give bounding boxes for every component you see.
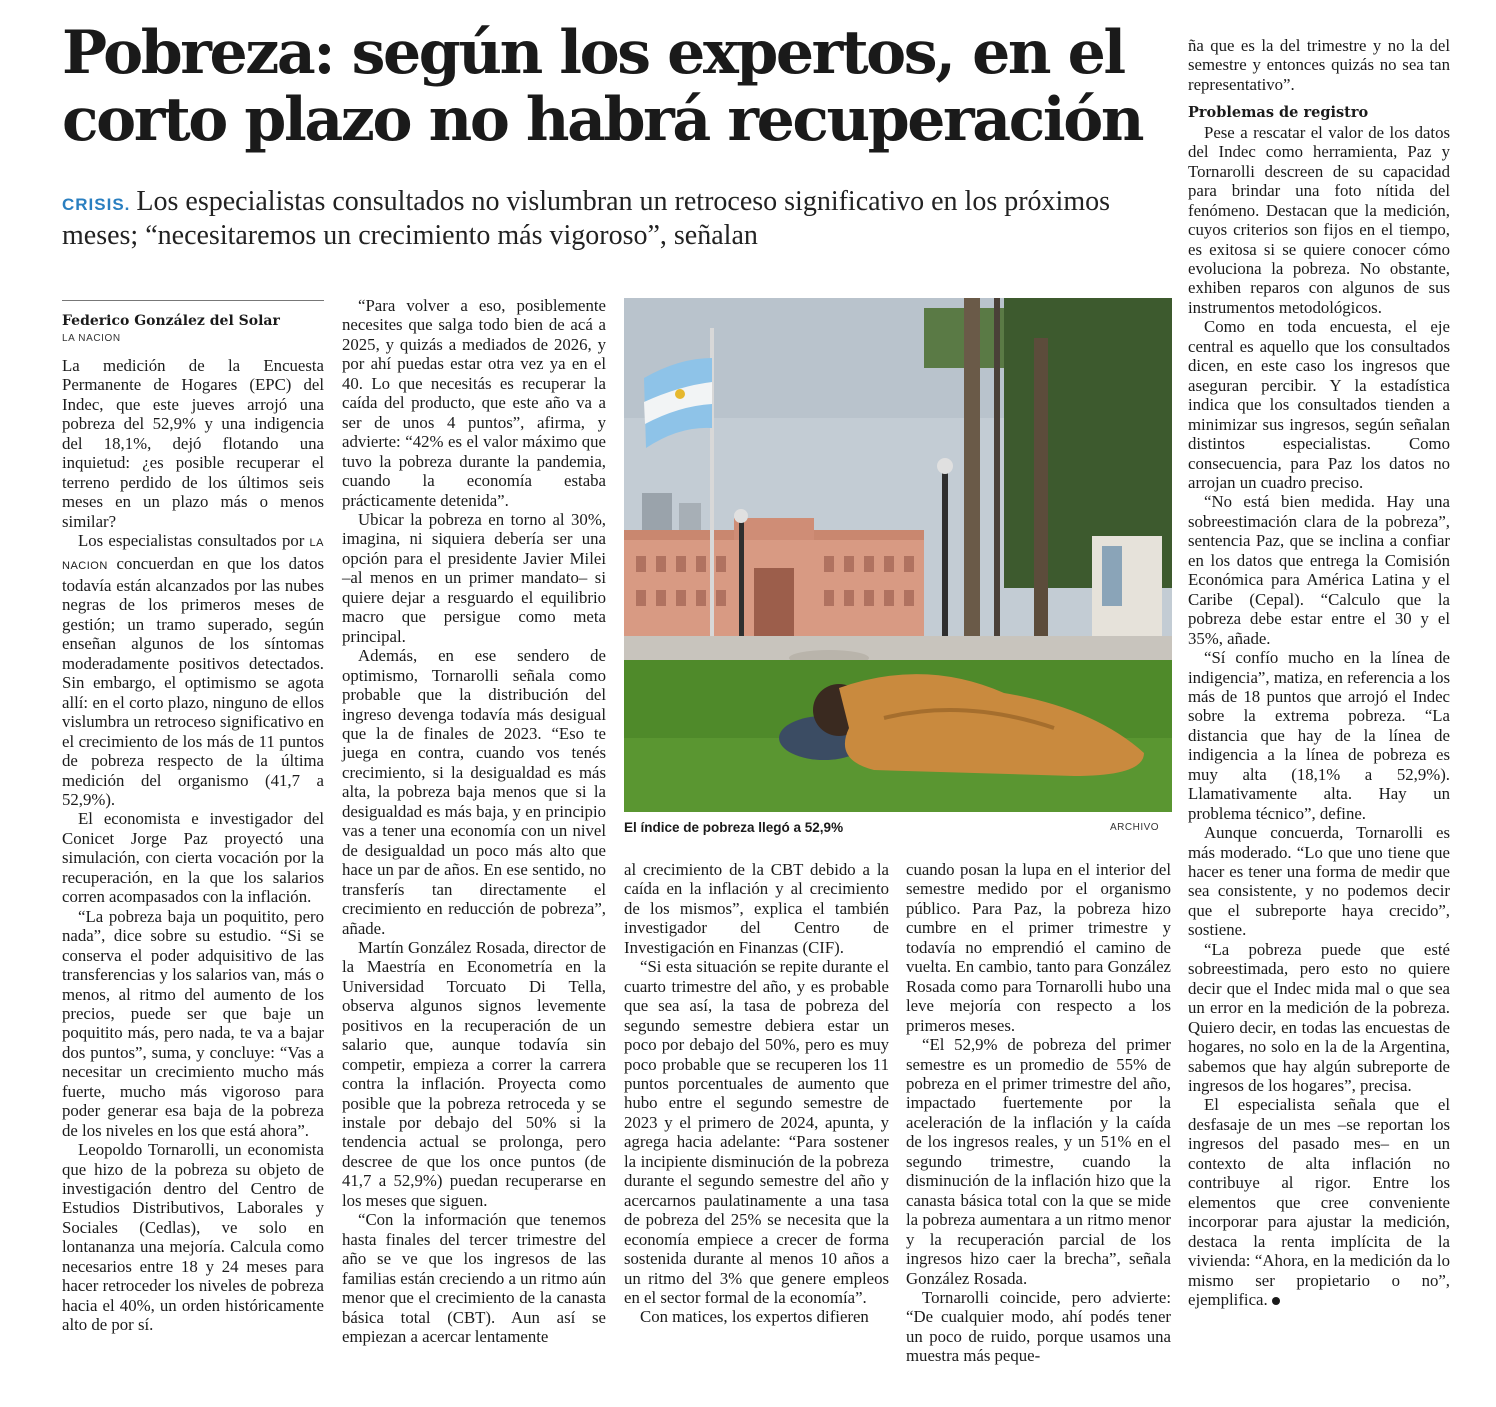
column-5 xyxy=(1188,36,1450,1309)
paragraph: “Con la información que tenemos hasta finales del tercer trimestre del año se ve que los ingresos de las familias están creciendo a un ritmo aún menor que el crecimiento de la canasta básica total (CBT). Aun así se empiezan a acercar lentamente xyxy=(342,1210,606,1347)
paragraph: ña que es la del trimestre y no la del semestre y entonces quizás no sea tan representativo”. xyxy=(1188,36,1450,94)
byline-author: Federico González del Solar xyxy=(62,313,280,329)
paragraph: Como en toda encuesta, el eje central es aquello que los consultados dicen, en este caso los ingresos que aseguran percibir. Y la estadística indica que los consultados tienden a minimizar sus ingresos, según señalan distintos especialistas. Como consecuencia, para Paz los datos no arrojan un cuadro preciso. xyxy=(1188,317,1450,492)
column-2 xyxy=(342,296,606,1346)
end-mark-icon xyxy=(1272,1297,1280,1305)
paragraph: al crecimiento de la CBT debido a la caída en la inflación y al crecimiento de los mismos”, explica el también investigador del Centro de Investigación en Finanzas (CIF). xyxy=(624,860,889,957)
paragraph xyxy=(1188,1095,1450,1309)
paragraph: Ubicar la pobreza en torno al 30%, imagina, ni siquiera debería ser una opción para el presidente Javier Milei –al menos en un primer mandato– si quiere dejar a resguardo el equilibrio macro que persigue como meta principal. xyxy=(342,509,606,646)
column-4 xyxy=(906,860,1171,1366)
paragraph: “El 52,9% de pobreza del primer semestre es un promedio de 55% de pobreza en el primer trimestre del año, impactado fuertemente por la aceleración de la inflación y la caída de los ingresos reales, y un 51% en el segundo trimestre, cuando la disminución de la inflación hizo que la canasta básica total con la que se mide la pobreza aumentara a un ritmo menor y la recuperación parcial de los ingresos hizo caer la brecha”, señala González Rosada. xyxy=(906,1035,1171,1288)
paragraph: “No está bien medida. Hay una sobreestimación clara de la pobreza”, sentencia Paz, que se inclina a confiar en los datos que entrega la Comisión Económica para América Latina y el Caribe (Cepal). “Calculo que la pobreza debe estar entre el 30 y el 35%, añade. xyxy=(1188,492,1450,648)
paragraph: La medición de la Encuesta Permanente de Hogares (EPC) del Indec, que este jueves arrojó una pobreza del 52,9% y una indigencia del 18,1%, dejó flotando una inquietud: ¿es posible recuperar el terreno perdido de los últimos seis meses en un plazo más o menos similar? xyxy=(62,356,324,531)
headline: Pobreza: según los expertos, en el corto plazo no habrá recuperación xyxy=(62,18,1143,155)
paragraph: Además, en ese sendero de optimismo, Tornarolli señala como probable que la distribución del ingreso devenga todavía más desigual que la de finales de 2023. “Eso te juega en contra, cuando vos tenés crecimiento, si la desigualdad es más alta, la pobreza baja menos que si la desigualdad es más baja, y en principio vas a tener una economía con un nivel de desigualdad un poco más alto que hace un par de años. En ese sentido, no transferís tan directamente el crecimiento en reducción de pobreza”, añade. xyxy=(342,646,606,938)
byline-outlet: LA NACION xyxy=(62,333,121,344)
paragraph: El economista e investigador del Conicet Jorge Paz proyectó una simulación, con cierta vocación por la recuperación, en la que los salarios corren acompasados con la inflación. xyxy=(62,809,324,907)
paragraph: Martín González Rosada, director de la Maestría en Econometría en la Universidad Torcuato Di Tella, observa algunos signos levemente positivos en la recuperación de un salario que, aunque todavía sin competir, empieza a correr la carrera contra la inflación. Proyecta como posible que la pobreza retroceda y se instale por debajo del 50% si la tendencia actual se prolonga, pero descree de que los once puntos (de 41,7 a 52,9%) puedan recuperarse en los meses que siguen. xyxy=(342,937,606,1210)
paragraph: Tornarolli coincide, pero advierte: “De cualquier modo, ahí podés tener un poco de ruido, porque usamos una muestra más peque- xyxy=(906,1287,1171,1366)
paragraph: Pese a rescatar el valor de los datos del Indec como herramienta, Paz y Tornarolli descreen de su capacidad para brindar una foto nítida del fenómeno. Destacan que la medición, cuyos criterios son fijos en el tiempo, es exitosa si se quiere conocer cómo evoluciona la pobreza. No obstante, exhiben reparos con algunos de sus instrumentos metodológicos. xyxy=(1188,122,1450,317)
paragraph: cuando posan la lupa en el interior del semestre medido por el organismo público. Para Paz, la pobreza hizo cumbre en el primer trimestre y todavía no emprendió el camino de vuelta. En cambio, tanto para González Rosada como para Tornarolli hubo una leve mejoría con respecto a los primeros meses. xyxy=(906,860,1171,1035)
photo-caption: El índice de pobreza llegó a 52,9% xyxy=(624,820,844,835)
kicker: CRISIS. xyxy=(62,195,131,214)
column-1 xyxy=(62,356,324,1335)
section-subtitle: Problemas de registro xyxy=(1188,104,1369,122)
byline-rule xyxy=(62,300,324,301)
paragraph: “La pobreza baja un poquitito, pero nada”, dice sobre su estudio. “Si se conserva el poder adquisitivo de las transferencias y los salarios van, más o menos, al ritmo del aumento de los precios, puede ser que baje un poquitito más, pero nada, te va a bajar dos puntos”, suma, y concluye: “Vas a necesitar un crecimiento mucho más fuerte, mucho más vigoroso para poder generar esa baja de la pobreza de los niveles en los que está ahora”. xyxy=(62,906,324,1140)
paragraph: “La pobreza puede que esté sobreestimada, pero esto no quiere decir que el Indec mida mal o que sea un error en la medición de la pobreza. Quiero decir, en todas las encuestas de hogares, no solo en la de la Argentina, sabemos que hay algún subreporte de ingresos de los hogares”, precisa. xyxy=(1188,939,1450,1096)
paragraph: Los especialistas consultados por LA NACION concuerdan en que los datos todavía están alcanzados por las nubes negras de los primeros meses de gestión; un tramo superado, según enseñan algunos de los síntomas moderadamente positivos detectados. Sin embargo, el optimismo se agota allí: en el corto plazo, ninguno de ellos vislumbra un retroceso significativo en el crecimiento de los más de 11 puntos de pobreza respecto de la última medición del organismo (41,7 a 52,9%). xyxy=(62,531,324,809)
paragraph: Aunque concuerda, Tornarolli es más moderado. “Lo que uno tiene que hacer es tener una forma de medir que sea consistente, y no podemos decir que el subreporte haya crecido”, sostiene. xyxy=(1188,823,1450,940)
paragraph-part: Los especialistas consultados xyxy=(78,531,277,551)
paragraph: Con matices, los expertos difieren xyxy=(640,1307,869,1327)
paragraph-text: El especialista señala que el desfasaje de un mes –se reportan los ingresos del pasado mes– en un contexto de alta inflación no contribuye al rigor. Entre los elementos que cree conveniente incorporar para ajustar la medición, destaca la renta implícita de la vivienda: “Ahora, en la medición da lo mismo ser propietario o no”, ejemplifica. xyxy=(1188,1095,1450,1309)
photo-credit: ARCHIVO xyxy=(1110,822,1160,833)
paragraph: “Sí confío mucho en la línea de indigencia”, matiza, en referencia a los más de 18 puntos que arrojó el Indec sobre la extrema pobreza. “La distancia que hay de la línea de indigencia a la línea de pobreza es muy alta (18,1% a 52,9%). Llamativamente alta. Hay un problema técnico”, define. xyxy=(1188,648,1450,823)
paragraph: “Si esta situación se repite durante el cuarto trimestre del año, y es probable que sea así, la tasa de pobreza del segundo semestre debiera estar un poco por debajo del 50%, pero es muy poco probable que se recuperen los 11 puntos porcentuales de aumento que hubo entre el segundo semestre de 2023 y el primero de 2024, apunta, y agrega hacia adelante: “Para sostener la incipiente disminución de la pobreza durante el segundo semestre del año y acercarnos paulatinamente a una tasa de pobreza del 25% se necesita que la economía empiece a crecer de forma sostenida durante al menos 10 años a un ritmo del 3% que genere empleos en el sector formal de la economía”. xyxy=(624,957,889,1307)
paragraph: Leopoldo Tornarolli, un economista que hizo de la pobreza su objeto de investigación dentro del Centro de Estudios Distributivos, Laborales y Sociales (Cedlas), ve solo en lontananza una mejoría. Calcula como necesarios entre 18 y 24 meses para hacer retroceder los niveles de pobreza hacia el 40%, un orden históricamente alto de por sí. xyxy=(62,1140,324,1335)
outlet-mention: LA NACION xyxy=(62,537,324,572)
column-3 xyxy=(624,860,889,1327)
subhead-text: Los especialistas consultados no vislumbran un retroceso significativo en los próximos meses; “necesitaremos un crecimiento más vigoroso”, señalan xyxy=(62,186,1111,251)
photo xyxy=(624,298,1172,812)
paragraph-part: concuerdan en que los datos todavía están alcanzados por las nubes negras de los primeros meses de gestión; un tramo superado, según enseñan algunos de los síntomas moderadamente positivos detectados. Sin embargo, el optimismo se agota allí: en el corto plazo, ninguno de ellos vislumbra un retroceso significativo en el crecimiento de los más de 11 puntos de pobreza respecto de la última medición del organismo (41,7 a 52,9%). xyxy=(62,553,324,809)
photo-plaza-de-mayo xyxy=(624,298,1172,812)
paragraph: “Para volver a eso, posiblemente necesites que salga todo bien de acá a 2025, y quizás a mediados de 2026, y por ahí puedas estar otra vez ya en el 40. Lo que necesitás es recuperar la caída del producto, que este año va a ser de unos 4 puntos”, afirma, y advierte: “42% es el valor máximo que tuvo la pobreza durante la pandemia, cuando la economía estaba prácticamente detenida”. xyxy=(342,296,606,510)
subhead xyxy=(62,186,1142,251)
